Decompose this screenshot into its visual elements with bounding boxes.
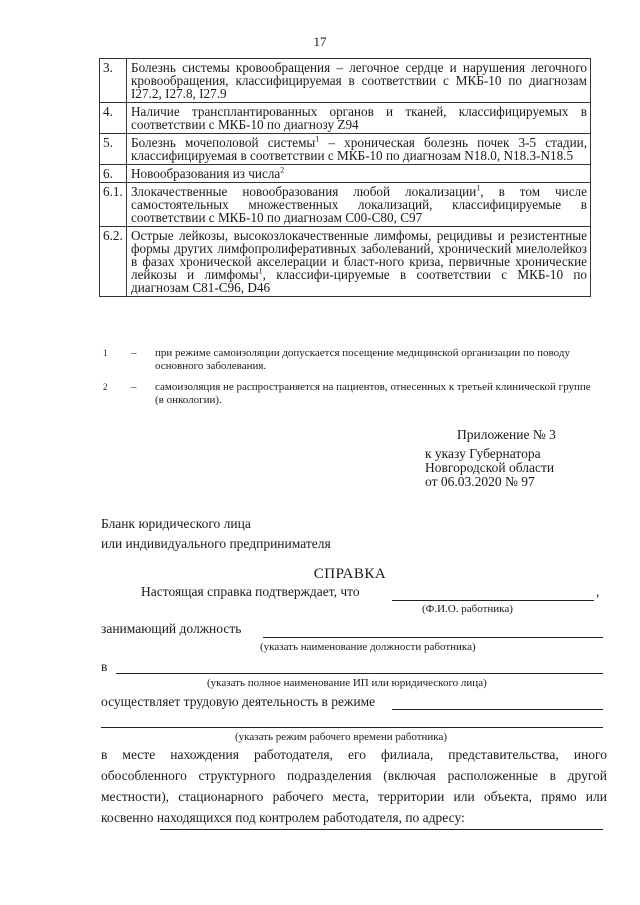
comma: , — [596, 584, 600, 599]
row-number: 4. — [100, 103, 127, 134]
table-row — [100, 165, 591, 183]
row-number: 6.2. — [100, 227, 127, 297]
table-row — [100, 134, 591, 165]
letterhead-note — [101, 514, 331, 554]
row-text-after: , классифи-цируемые в соответствии с МКБ-10 по диагнозам C81-C96, D46 — [131, 267, 588, 295]
appendix-title: Приложение № 3 — [457, 427, 556, 442]
table-row — [100, 227, 591, 297]
footnote-ref: 1 — [476, 183, 481, 193]
footnote-ref: 1 — [315, 134, 320, 144]
footnote-mark: 1 — [103, 348, 108, 358]
mode-label: осуществляет трудовую деятельность в режиме — [101, 694, 376, 709]
row-number: 6. — [100, 165, 127, 183]
row-text — [127, 165, 591, 183]
letterhead-line: Бланк юридического лица — [101, 516, 251, 531]
table-row — [100, 59, 591, 103]
row-text-after: , в том числе самостоятельных множественных локализаций, классифицируемые в соответствии с МКБ-10 по диагнозам C00-C80, C97 — [131, 184, 587, 225]
footnote-2 — [103, 381, 603, 411]
position-field-line — [263, 637, 603, 638]
row-text-before: Новообразования из числа — [131, 166, 281, 181]
confirm-label: Настоящая справка подтверждает, что — [141, 584, 360, 599]
footnote-ref: 1 — [258, 266, 263, 276]
row-text: Болезнь системы кровообращения – легочное сердце и нарушения легочного кровообращения, классифицируемая в соответствии с МКБ-10 по диагнозам I27.2, I27.8, I27.9 — [127, 59, 591, 103]
mode-field-line — [392, 709, 603, 710]
row-text-before: Острые лейкозы, высокозлокачественные лимфомы, рецидивы и резистентные формы других лимфопролиферативных заболеваний, хронический миелолейкоз в фазах хронической акселерации и бласт-ного криза, первичные хронические лейкозы и лимфомы — [131, 228, 587, 282]
table-row — [100, 103, 591, 134]
appendix-line: к указу Губернатора — [425, 446, 541, 461]
page-number: 17 — [313, 34, 327, 49]
row-number: 5. — [100, 134, 127, 165]
footnote-dash: – — [131, 347, 137, 359]
mode-field-line-2 — [101, 727, 603, 728]
table-row — [100, 183, 591, 227]
diagnosis-table — [99, 58, 591, 297]
hint-mode: (указать режим рабочего времени работника) — [235, 731, 447, 743]
org-field-line — [116, 673, 603, 674]
hint-name: (Ф.И.О. работника) — [422, 603, 513, 615]
appendix-line: от 06.03.2020 № 97 — [425, 474, 535, 489]
hint-org: (указать полное наименование ИП или юридического лица) — [207, 677, 487, 689]
hint-position: (указать наименование должности работника) — [260, 641, 476, 653]
row-text-before: Болезнь мочеполовой системы — [131, 135, 316, 150]
row-text — [127, 134, 591, 165]
footnote-1 — [103, 347, 603, 377]
footnote-mark: 2 — [103, 382, 108, 392]
position-label: занимающий должность — [101, 621, 242, 636]
footnote-ref: 2 — [280, 165, 285, 175]
row-text-before: Злокачественные новообразования любой локализации — [131, 184, 477, 199]
letterhead-line: или индивидуального предпринимателя — [101, 536, 331, 551]
row-text — [127, 183, 591, 227]
row-text: Наличие трансплантированных органов и тканей, классифицируемых в соответствии с МКБ-10 по диагнозу Z94 — [127, 103, 591, 134]
footnote-text: при режиме самоизоляции допускается посещение медицинской организации по поводу основного заболевания. — [155, 347, 570, 372]
row-text — [127, 227, 591, 297]
document-title: СПРАВКА — [313, 566, 387, 582]
row-number: 6.1. — [100, 183, 127, 227]
row-number: 3. — [100, 59, 127, 103]
footnote-dash: – — [131, 381, 137, 393]
row-text-after: – хроническая болезнь почек 3-5 стадии, классифицируемая в соответствии с МКБ-10 по диагнозам N18.0, N18.3-N18.5 — [131, 135, 587, 163]
workplace-paragraph: в месте нахождения работодателя, его филиала, представительства, иного обособленного структурного подразделения (включая расположенные в другой местности), стационарного рабочего места, территории или объекта, прямо или косвенно находящихся под контролем работодателя, по адресу: — [101, 747, 607, 825]
org-label: в — [101, 659, 108, 674]
name-field-line — [392, 600, 594, 601]
appendix-line: Новгородской области — [425, 460, 555, 475]
address-field-line — [160, 829, 603, 830]
footnote-text: самоизоляция не распространяется на пациентов, отнесенных к третьей клинической группе (в онкологии). — [155, 381, 591, 406]
